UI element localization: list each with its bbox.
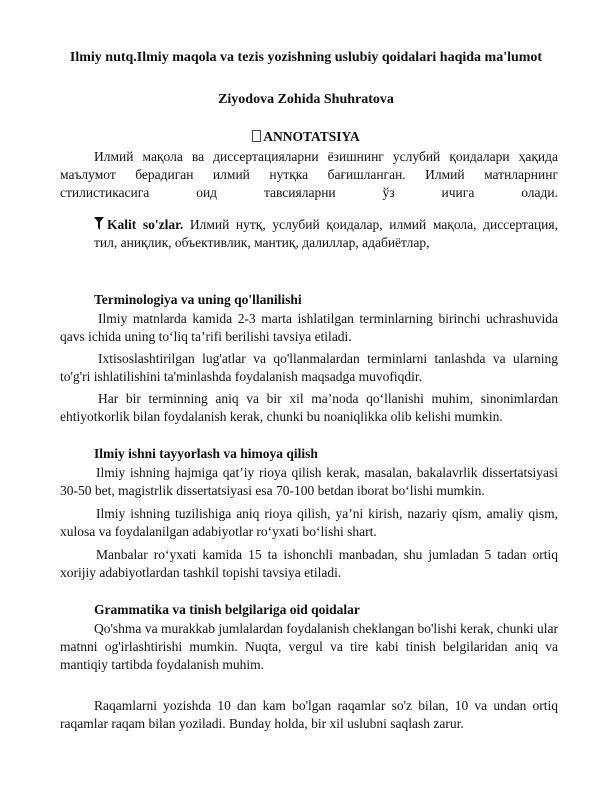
section-paragraph: Ilmiy ishning hajmiga qatʼiy rioya qilish kerak, masalan, bakalavrlik dissertatsiyasi 30-50 bet, magistrlik dissertatsiyasi esa 70-100 betdan iborat boʻlishi mumkin. [60,465,558,498]
author-name: Ziyodova Zohida Shuhratova [218,92,394,107]
annotation-heading: ANNOTATSIYA [263,129,360,144]
section-paragraph: Qo'shma va murakkab jumlalardan foydalanish cheklangan bo'lishi kerak, chunki ular matnni og'irlashtirishi mumkin. Nuqta, vergul va tire kabi tinish belgilaridan aniq va mantiqiy tartibda foydalanish muhim. [60,621,558,672]
keywords-paragraph [60,216,558,252]
section-paragraph: Manbalar roʻyxati kamida 15 ta ishonchli manbadan, shu jumladan 5 tadan ortiq xorijiy adabiyotlardan tashkil topishi tavsiya etiladi. [60,547,558,580]
keywords-text: Илмий нутқ, услубий қоидалар, илмий мақола, диссертация, тил, аниқлик, объективлик, мантиқ, далиллар, адабиётлар, [94,217,558,250]
section-paragraph: Ilmiy ishning tuzilishiga aniq rioya qilish, yaʼni kirish, nazariy qism, amaliy qism, xulosa va foydalanilgan adabiyotlar roʻyxati boʻlishi shart. [60,506,558,539]
section-paragraph: Ilmiy matnlarda kamida 2-3 marta ishlatilgan terminlarning birinchi uchrashuvida qavs ichida uning toʻliq taʼrifi berilishi tavsiya etiladi. [60,311,558,344]
section-paragraph: Raqamlarni yozishda 10 dan kam bo'lgan raqamlar so'z bilan, 10 va undan ortiq raqamlar raqam bilan yoziladi. Bunday holda, bir xil uslubni saqlash zarur. [60,698,558,731]
annotation-text-line1: Илмий мақола ва диссертацияларни ёзишнинг услубий қоидалари ҳақида маълумот берадиган илмий нутқка бағишланган. Илмий матнларнинг [60,149,558,182]
section-paragraph: Ixtisoslashtirilgan lug'atlar va qo'llanmalardan terminlarni tanlashda va ularning to'g'ri ishlatilishini ta'minlashda foydalanish maqsadga muvofiqdir. [60,351,558,384]
section-paragraph: Har bir terminning aniq va bir xil maʼnoda qoʻllanishi muhim, sinonimlardan ehtiyotkorlik bilan foydalanish kerak, chunki bu noaniqlikka olib kelishi mumkin. [60,391,558,424]
document-title: Ilmiy nutq.Ilmiy maqola va tezis yozishning uslubiy qoidalari haqida ma'lumot [69,50,543,65]
annotation-text-line2: стилистикасига оид тавсияларни ўз ичига олади. [60,185,558,200]
filter-icon [94,217,104,230]
annotation-heading-row [60,129,552,145]
keywords-label: Kalit so'zlar. [107,217,184,232]
section-heading-grammar: Grammatika va tinish belgilariga oid qoidalar [94,602,360,617]
section-heading-terminology: Terminologiya va uning qo'llanilishi [94,292,302,307]
missing-glyph-icon [252,130,261,142]
section-heading-preparation: Ilmiy ishni tayyorlash va himoya qilish [94,446,318,461]
